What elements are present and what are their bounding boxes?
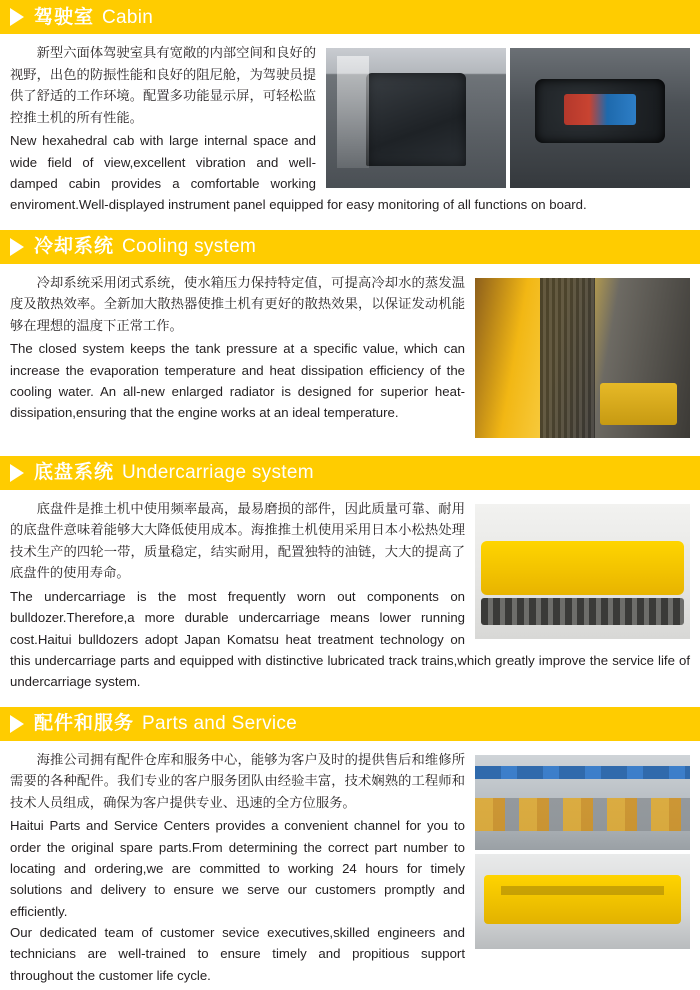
section-title-cn: 驾驶室	[34, 6, 95, 28]
section-title-en: Cooling system	[122, 236, 257, 258]
parts-warehouse-photo	[475, 755, 690, 850]
cooling-radiator-photo	[475, 278, 690, 438]
section-body-cabin	[0, 34, 700, 216]
section-paragraph-cn: 冷却系统采用闭式系统，使水箱压力保持特定值，可提高冷却水的蒸发温度及散热效率。全新加大散热器使推土机有更好的散热效果，以保证发动机能够在理想的温度下正常工作。	[10, 274, 465, 333]
triangle-bullet-icon	[10, 238, 24, 256]
cabin-dashboard-photo	[510, 48, 690, 188]
undercarriage-image-group	[475, 504, 690, 639]
section-header-cabin	[0, 0, 700, 34]
section-body-undercarriage	[0, 490, 700, 693]
section-paragraph-en: The undercarriage is the most frequently worn out components on bulldozer.Therefore,a more durable undercarriage means lower running cost.Haitui bulldozers adopt Japan Komatsu heat treatment technology on this undercarriage parts and equipped with distinctive lubricated track trains,which greatly improve the service life of undercarriage system.	[10, 588, 690, 690]
section-undercarriage	[0, 456, 700, 693]
section-title-en: Undercarriage system	[122, 462, 314, 484]
triangle-bullet-icon	[10, 715, 24, 733]
section-header-cooling	[0, 230, 700, 264]
triangle-bullet-icon	[10, 8, 24, 26]
section-parts-service	[0, 707, 700, 987]
undercarriage-track-photo	[475, 504, 690, 639]
spacer	[0, 220, 700, 230]
service-parts-yellow-photo	[475, 854, 690, 949]
section-cabin	[0, 0, 700, 216]
triangle-bullet-icon	[10, 464, 24, 482]
section-header-parts-service	[0, 707, 700, 741]
section-paragraph-cn: 海推公司拥有配件仓库和服务中心，能够为客户及时的提供售后和维修所需要的各种配件。我们专业的客户服务团队由经验丰富，技术娴熟的工程师和技术人员组成，确保为客户提供专业、迅速的全方位服务。	[10, 751, 465, 810]
cabin-image-group	[326, 48, 690, 188]
section-title-en: Parts and Service	[142, 713, 298, 735]
section-cooling	[0, 230, 700, 442]
spacer	[0, 446, 700, 456]
section-paragraph-en-2: Our dedicated team of customer sevice executives,skilled engineers and technicians are well-trained to ensure timely and propitious support throughout the customer life cycle.	[10, 925, 465, 983]
section-title-cn: 冷却系统	[34, 236, 115, 258]
section-body-cooling	[0, 264, 700, 442]
section-title-cn: 底盘系统	[34, 462, 115, 484]
section-header-undercarriage	[0, 456, 700, 490]
section-body-parts-service	[0, 741, 700, 987]
section-paragraph-en: Haitui Parts and Service Centers provides a convenient channel for you to order the original spare parts.From determining the correct part number to locating and ordering,we are committed to working 24 hours for timely solutions and delivery to ensure we serve our customers promptly and efficiently.	[10, 818, 465, 919]
section-paragraph-en: The closed system keeps the tank pressure at a specific value, which can increase the evaporation temperature and heat dissipation efficiency of the cooling water. An all-new enlarged radiator is designed for superior heat-dissipation,ensuring that the engine works at an ideal temperature.	[10, 341, 465, 421]
section-title-cn: 配件和服务	[34, 713, 135, 735]
cooling-image-group	[475, 278, 690, 438]
spacer	[0, 697, 700, 707]
parts-image-group	[475, 755, 690, 949]
section-paragraph-cn: 新型六面体驾驶室具有宽敞的内部空间和良好的视野，出色的防振性能和良好的阻尼舱，为驾驶员提供了舒适的工作环境。配置多功能显示屏，可轻松监控推土机的所有性能。	[10, 45, 316, 125]
section-paragraph-en: New hexahedral cab with large internal space and wide field of view,excellent vibration and well-damped cabin provides a comfortable working enviroment.Well-displayed instrument panel equipped for easy monitoring of all functions on board.	[10, 133, 587, 213]
cabin-interior-photo	[326, 48, 506, 188]
section-paragraph-cn: 底盘件是推土机中使用频率最高，最易磨损的部件，因此质量可靠、耐用的底盘件意味着能够大大降低使用成本。海推推土机使用采用日本小松热处理技术生产的四轮一带，质量稳定，结实耐用，配置独特的油链，大大的提高了底盘件的使用寿命。	[10, 500, 465, 581]
section-title-en: Cabin	[102, 6, 154, 28]
